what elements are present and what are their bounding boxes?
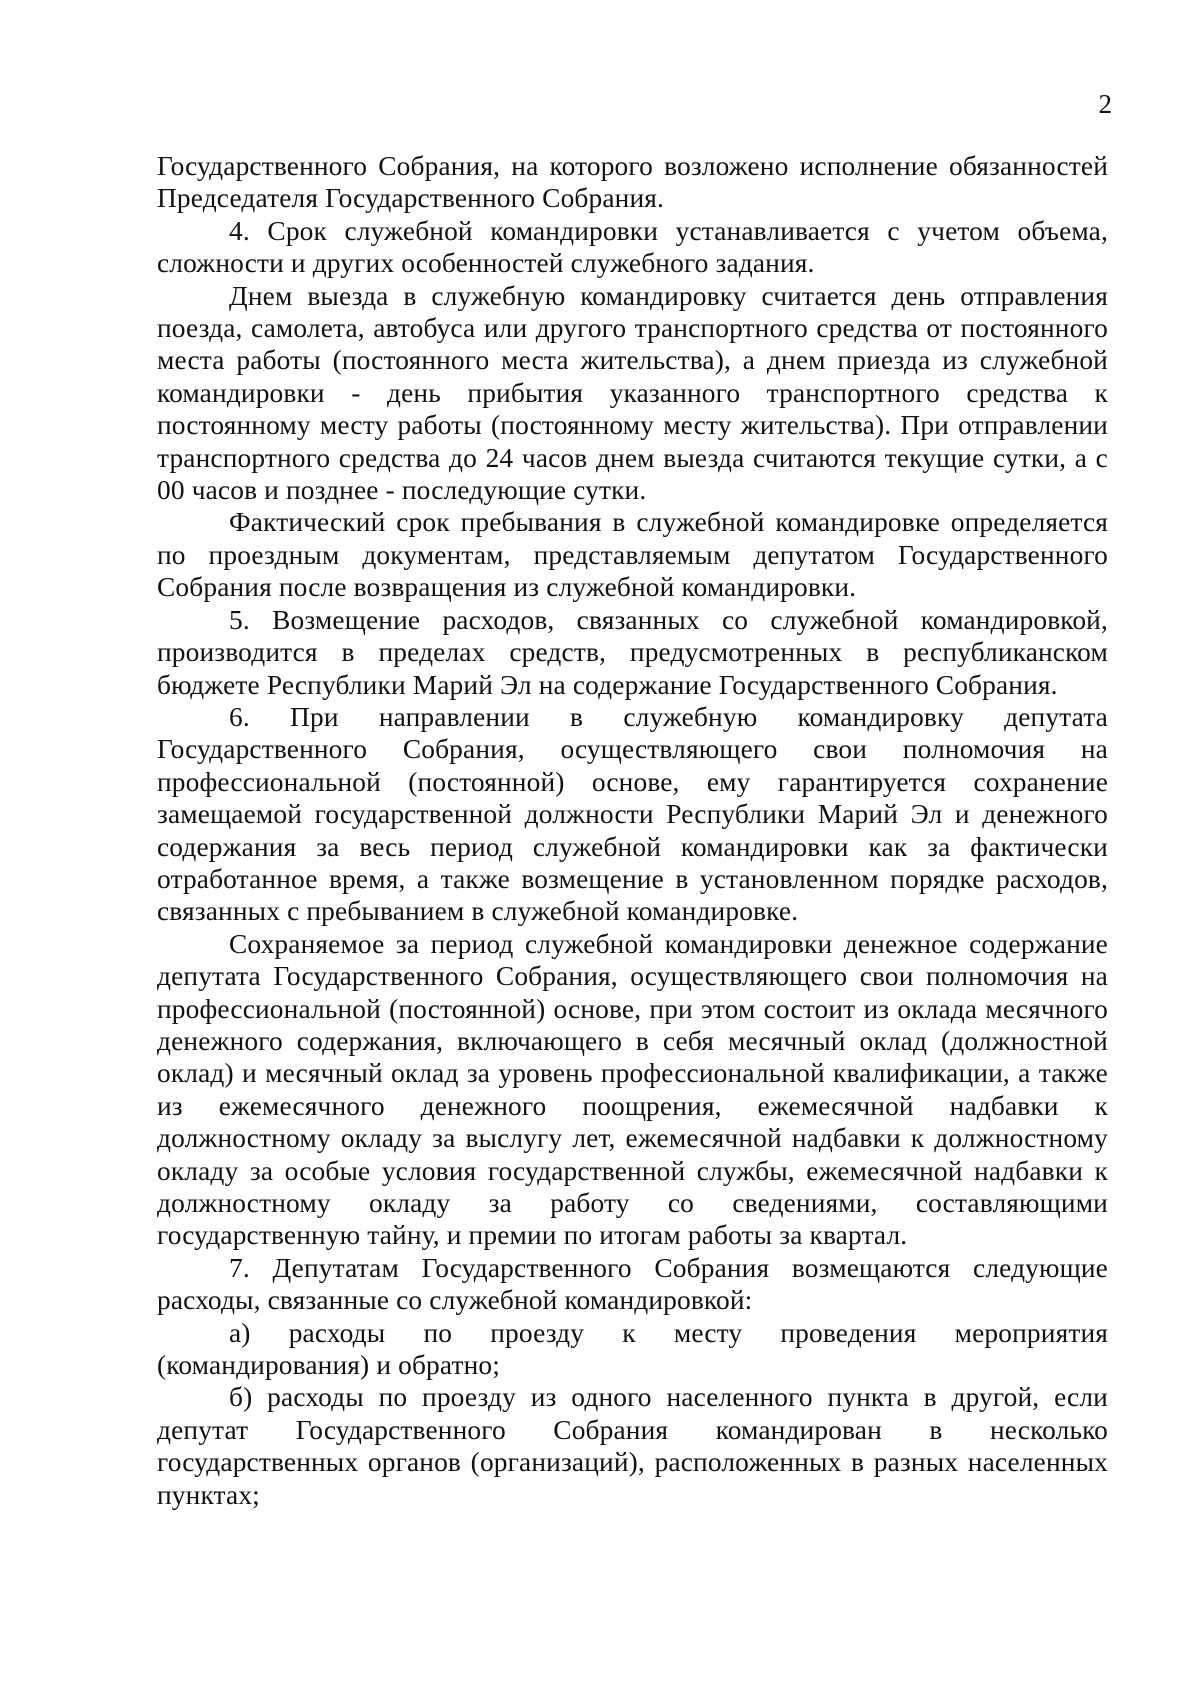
paragraph-actual-term: Фактический срок пребывания в служебной командировке определяется по проездным документам, представляемым депутатом Государственного Собрания после возвращения из служебной командировки. (157, 507, 1108, 603)
paragraph-item-4: 4. Срок служебной командировки устанавливается с учетом объема, сложности и других особенностей служебного задания. (157, 215, 1108, 279)
page-number: 2 (1098, 89, 1112, 119)
document-body (157, 150, 1108, 1511)
paragraph-continuation: Государственного Собрания, на которого возложено исполнение обязанностей Председателя Государственного Собрания. (157, 151, 1108, 214)
paragraph-item-5: 5. Возмещение расходов, связанных со служебной командировкой, производится в пределах средств, предусмотренных в республиканском бюджете Республики Марий Эл на содержание Государственного Собрания. (157, 604, 1108, 700)
paragraph-departure-day: Днем выезда в служебную командировку считается день отправления поезда, самолета, автобуса или другого транспортного средства от постоянного места работы (постоянного места жительства), а днем приезда из служебной командировки - день прибытия указанного транспортного средства к постоянному месту работы (постоянному месту жительства). При отправлении транспортного средства до 24 часов днем выезда считаются текущие сутки, а с 00 часов и позднее - последующие сутки. (157, 280, 1108, 506)
paragraph-subitem-b: б) расходы по проезду из одного населенного пункта в другой, если депутат Государственного Собрания командирован в несколько государственных органов (организаций), расположенных в разных населенных пунктах; (157, 1382, 1108, 1510)
paragraph-salary: Сохраняемое за период служебной командировки денежное содержание депутата Государственного Собрания, осуществляющего свои полномочия на профессиональной (постоянной) основе, при этом состоит из оклада месячного денежного содержания, включающего в себя месячный оклад (должностной оклад) и месячный оклад за уровень профессиональной квалификации, а также из ежемесячного денежного поощрения, ежемесячной надбавки к должностному окладу за выслугу лет, ежемесячной надбавки к должностному окладу за особые условия государственной службы, ежемесячной надбавки к должностному окладу за работу со сведениями, составляющими государственную тайну, и премии по итогам работы за квартал. (157, 928, 1108, 1251)
paragraph-item-7: 7. Депутатам Государственного Собрания возмещаются следующие расходы, связанные со служебной командировкой: (157, 1252, 1108, 1316)
paragraph-item-6: 6. При направлении в служебную командировку депутата Государственного Собрания, осуществляющего свои полномочия на профессиональной (постоянной) основе, ему гарантируется сохранение замещаемой государственной должности Республики Марий Эл и денежного содержания за весь период служебной командировки как за фактически отработанное время, а также возмещение в установленном порядке расходов, связанных с пребыванием в служебной командировке. (157, 701, 1108, 927)
paragraph-subitem-a: а) расходы по проезду к месту проведения мероприятия (командирования) и обратно; (157, 1317, 1108, 1381)
